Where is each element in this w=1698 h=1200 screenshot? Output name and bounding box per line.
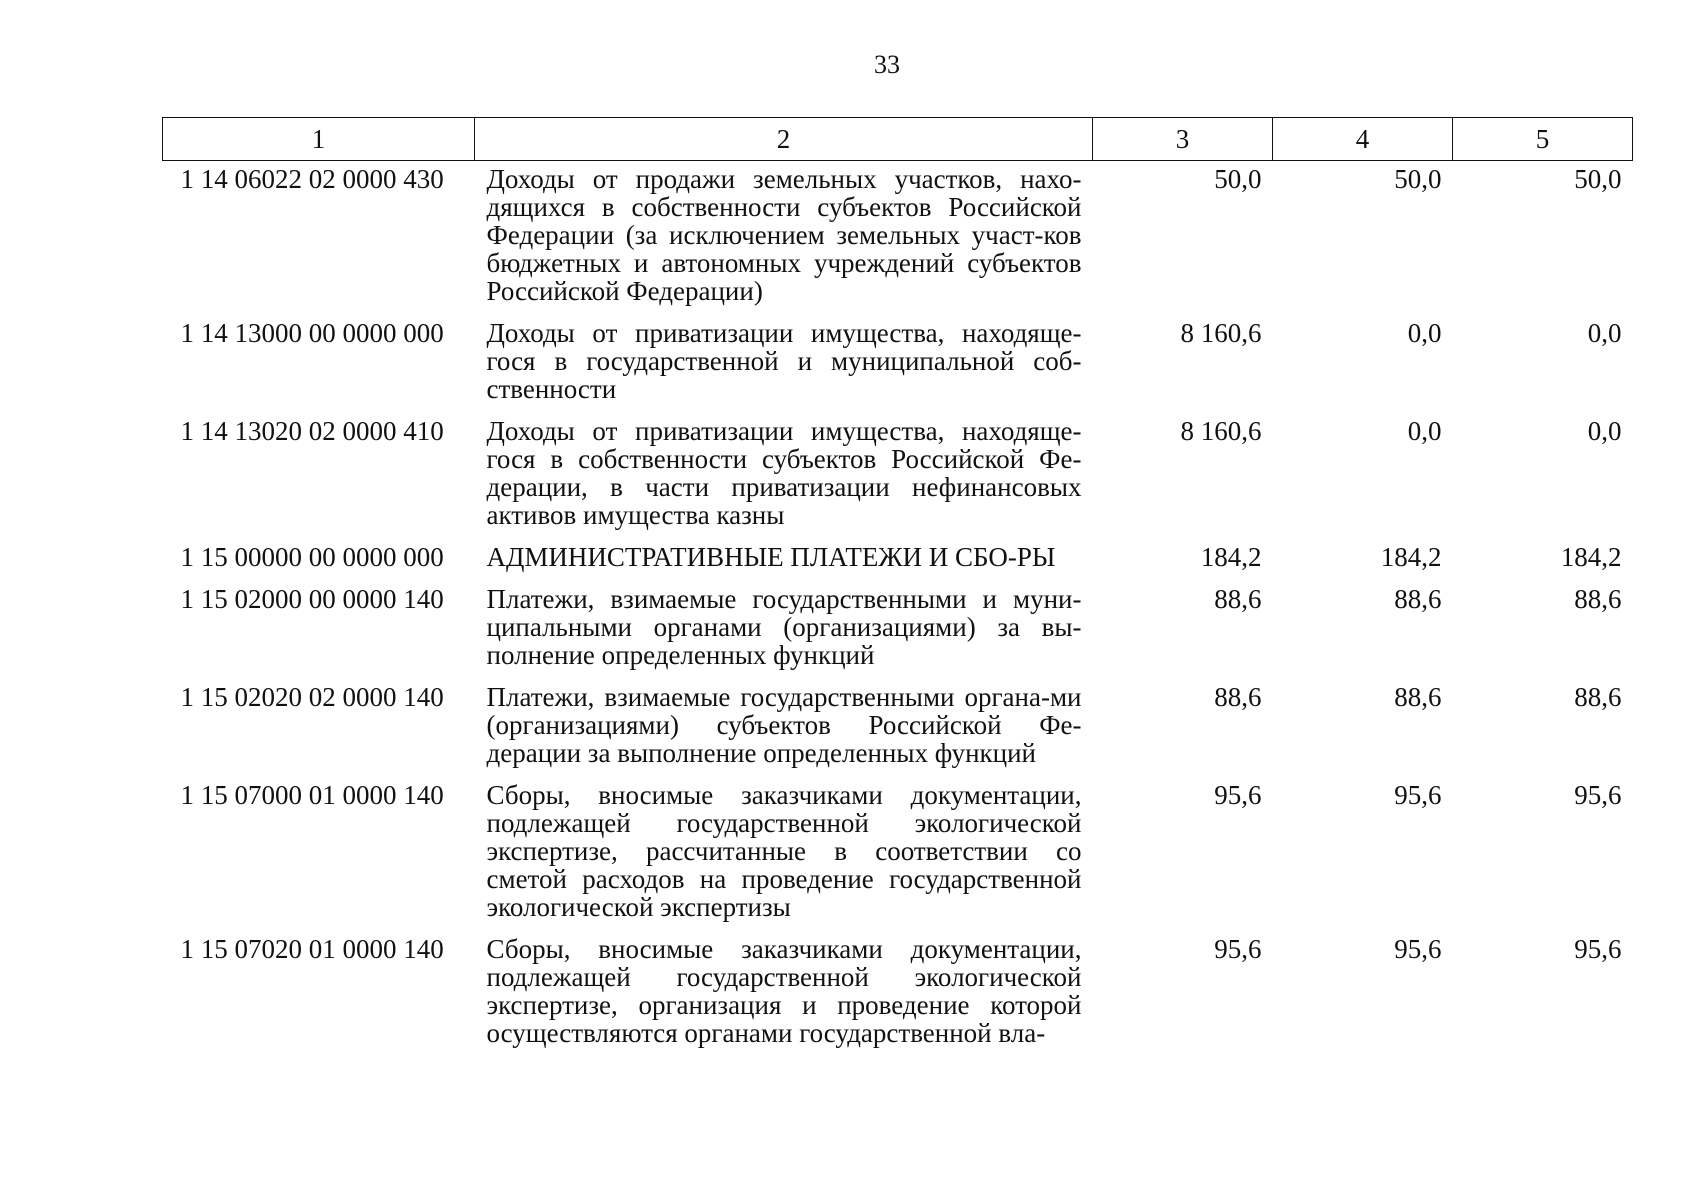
row-value-col4: 50,0: [1394, 164, 1442, 194]
table-row: [163, 413, 1633, 539]
budget-revenue-table: [162, 117, 1633, 1057]
row-value-col5: 88,6: [1574, 682, 1622, 712]
row-code: 1 15 02000 00 0000 140: [180, 584, 444, 614]
table-row: [163, 931, 1633, 1057]
row-value-col4: 0,0: [1407, 416, 1442, 446]
row-description: Доходы от приватизации имущества, находяще-гося в собственности субъектов Российской Фе-дерации, в части приватизации нефинансовых активов имущества казны: [486, 416, 1082, 530]
row-value-col4: 88,6: [1394, 584, 1442, 614]
header-col-4: 4: [1273, 118, 1453, 161]
row-value-col4: 88,6: [1394, 682, 1442, 712]
row-code: 1 15 07020 01 0000 140: [180, 934, 444, 964]
row-description: Сборы, вносимые заказчиками документации, подлежащей государственной экологической экспертизе, организация и проведение которой осуществляются органами государственной вла-: [486, 934, 1082, 1048]
row-code: 1 15 07000 01 0000 140: [180, 780, 444, 810]
header-col-3: 3: [1093, 118, 1273, 161]
row-description: АДМИНИСТРАТИВНЫЕ ПЛАТЕЖИ И СБО-РЫ: [486, 542, 1056, 572]
page-number: 33: [874, 50, 900, 79]
row-value-col3: 50,0: [1214, 164, 1262, 194]
row-value-col5: 0,0: [1587, 318, 1622, 348]
row-value-col3: 88,6: [1214, 584, 1262, 614]
row-value-col3: 8 160,6: [1180, 318, 1262, 348]
row-value-col3: 88,6: [1214, 682, 1262, 712]
row-value-col4: 95,6: [1394, 934, 1442, 964]
row-description: Сборы, вносимые заказчиками документации, подлежащей государственной экологической экспертизе, рассчитанные в соответствии со сметой расходов на проведение государственной экологической экспертизы: [486, 780, 1082, 922]
row-value-col3: 95,6: [1214, 934, 1262, 964]
row-value-col4: 95,6: [1394, 780, 1442, 810]
header-col-5: 5: [1453, 118, 1633, 161]
row-code: 1 14 13020 02 0000 410: [180, 416, 444, 446]
row-value-col3: 95,6: [1214, 780, 1262, 810]
header-col-2: 2: [475, 118, 1093, 161]
row-code: 1 14 13000 00 0000 000: [180, 318, 444, 348]
row-description: Доходы от продажи земельных участков, нахо-дящихся в собственности субъектов Российской Федерации (за исключением земельных участ-ков бюджетных и автономных учреждений субъектов Российской Федерации): [486, 164, 1082, 306]
row-value-col3: 184,2: [1200, 542, 1262, 572]
row-value-col4: 0,0: [1407, 318, 1442, 348]
table-row: [163, 539, 1633, 581]
row-value-col5: 95,6: [1574, 934, 1622, 964]
row-value-col5: 95,6: [1574, 780, 1622, 810]
header-row: [163, 118, 1633, 161]
row-value-col5: 0,0: [1587, 416, 1622, 446]
table-row: [163, 777, 1633, 931]
header-col-1: 1: [163, 118, 475, 161]
row-code: 1 14 06022 02 0000 430: [180, 164, 444, 194]
row-value-col3: 8 160,6: [1180, 416, 1262, 446]
row-description: Доходы от приватизации имущества, находяще-гося в государственной и муниципальной соб-ственности: [486, 318, 1082, 404]
table-row: [163, 161, 1633, 316]
table-row: [163, 315, 1633, 413]
table-row: [163, 679, 1633, 777]
table-row: [163, 581, 1633, 679]
row-value-col5: 88,6: [1574, 584, 1622, 614]
row-value-col5: 50,0: [1574, 164, 1622, 194]
row-description: Платежи, взимаемые государственными органа-ми (организациями) субъектов Российской Фе-дерации за выполнение определенных функций: [486, 682, 1082, 768]
row-code: 1 15 00000 00 0000 000: [180, 542, 444, 572]
row-code: 1 15 02020 02 0000 140: [180, 682, 444, 712]
row-value-col4: 184,2: [1380, 542, 1442, 572]
row-description: Платежи, взимаемые государственными и муни-ципальными органами (организациями) за вы-полнение определенных функций: [486, 584, 1082, 670]
row-value-col5: 184,2: [1560, 542, 1622, 572]
